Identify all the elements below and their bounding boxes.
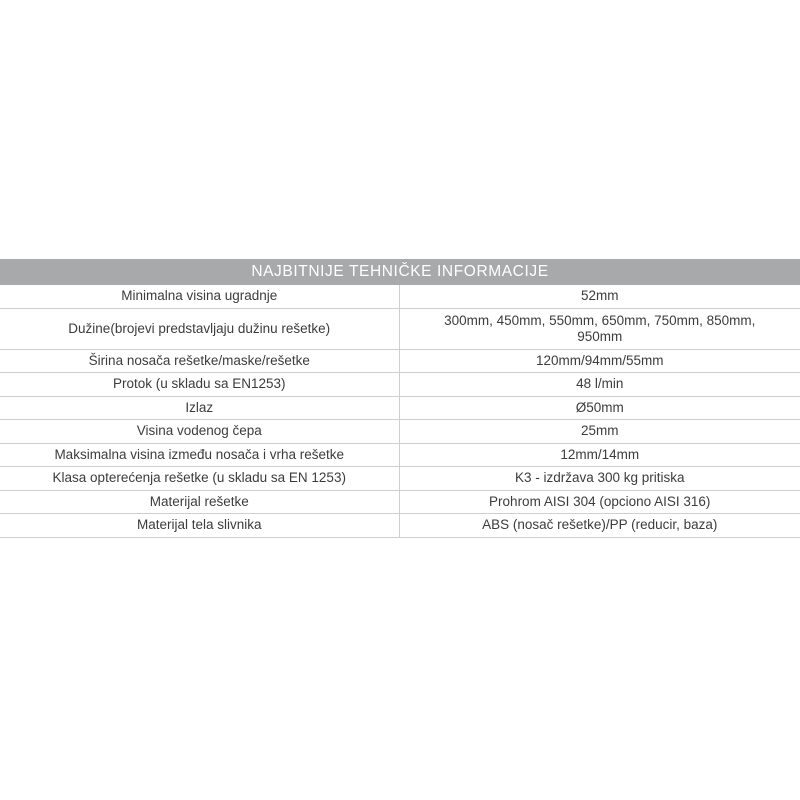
spec-value: Prohrom AISI 304 (opciono AISI 316) bbox=[399, 490, 800, 514]
table-row bbox=[0, 443, 800, 467]
table-row bbox=[0, 373, 800, 397]
table-row bbox=[0, 467, 800, 491]
table-row bbox=[0, 514, 800, 538]
table-row bbox=[0, 490, 800, 514]
spec-label: Materijal rešetke bbox=[0, 490, 399, 514]
spec-label: Širina nosača rešetke/maske/rešetke bbox=[0, 349, 399, 373]
spec-value: 25mm bbox=[399, 420, 800, 444]
technical-specs-table bbox=[0, 259, 800, 538]
spec-value: Ø50mm bbox=[399, 396, 800, 420]
spec-value: 12mm/14mm bbox=[399, 443, 800, 467]
spec-value: 52mm bbox=[399, 285, 800, 308]
spec-label: Izlaz bbox=[0, 396, 399, 420]
spec-label: Maksimalna visina između nosača i vrha rešetke bbox=[0, 443, 399, 467]
spec-value: 300mm, 450mm, 550mm, 650mm, 750mm, 850mm, 950mm bbox=[399, 308, 800, 349]
spec-label: Materijal tela slivnika bbox=[0, 514, 399, 538]
table-row bbox=[0, 285, 800, 308]
spec-value: 48 l/min bbox=[399, 373, 800, 397]
table-row bbox=[0, 308, 800, 349]
table-row bbox=[0, 420, 800, 444]
spec-label: Minimalna visina ugradnje bbox=[0, 285, 399, 308]
table-header-row bbox=[0, 259, 800, 285]
table-row bbox=[0, 396, 800, 420]
spec-label: Klasa opterećenja rešetke (u skladu sa EN 1253) bbox=[0, 467, 399, 491]
spec-value: 120mm/94mm/55mm bbox=[399, 349, 800, 373]
spec-value: ABS (nosač rešetke)/PP (reducir, baza) bbox=[399, 514, 800, 538]
spec-value: K3 - izdržava 300 kg pritiska bbox=[399, 467, 800, 491]
spec-label: Protok (u skladu sa EN1253) bbox=[0, 373, 399, 397]
table-header: NAJBITNIJE TEHNIČKE INFORMACIJE bbox=[0, 259, 800, 285]
table-row bbox=[0, 349, 800, 373]
spec-label: Dužine(brojevi predstavljaju dužinu rešetke) bbox=[0, 308, 399, 349]
spec-label: Visina vodenog čepa bbox=[0, 420, 399, 444]
